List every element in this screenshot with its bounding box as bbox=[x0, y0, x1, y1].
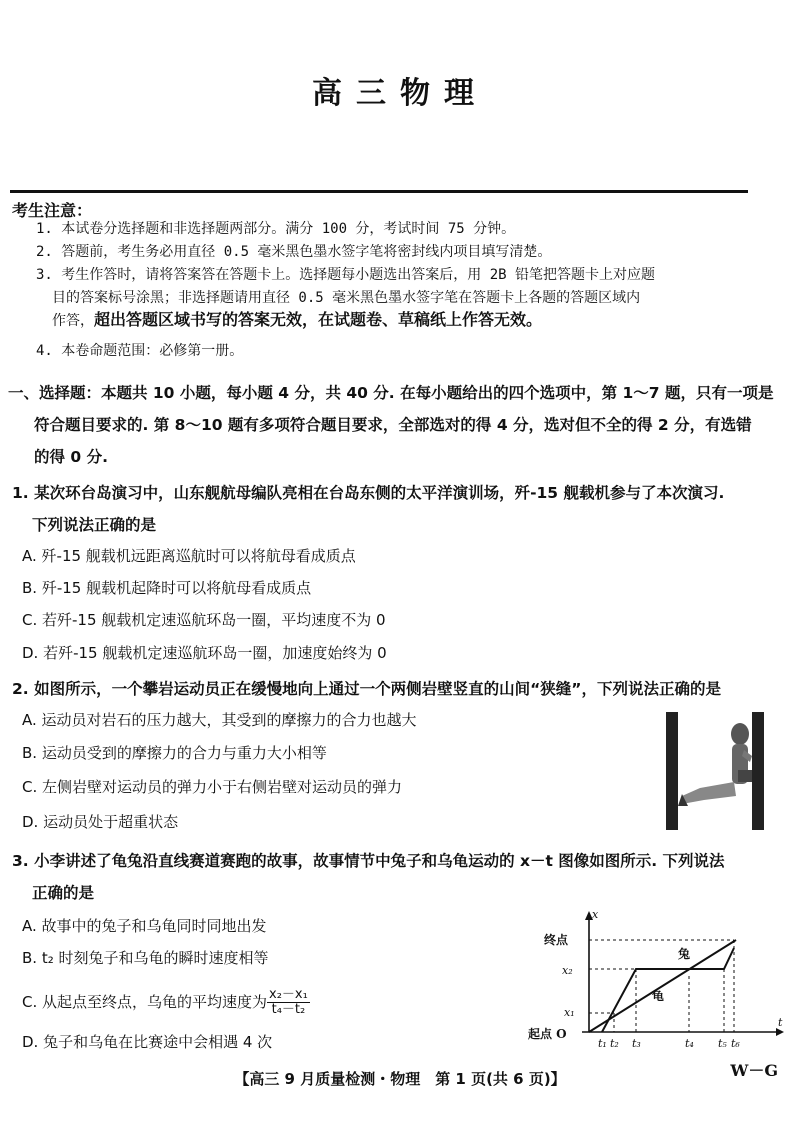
q3-option-c: C. 从起点至终点，乌龟的平均速度为 $\frac{\text{x₂－x₁}}{\text{t₄－t₂}}$ bbox=[22, 987, 308, 1017]
notice-item-2: 2. 答题前，考生务必用直径 0.5 毫米黑色墨水签字笔将密封线内项目填写清楚。 bbox=[36, 244, 552, 260]
notice-item-1: 1. 本试卷分选择题和非选择题两部分。满分 100 分，考试时间 75 分钟。 bbox=[36, 221, 516, 237]
q1-option-a: A. 歼-15 舰载机远距离巡航时可以将航母看成质点 bbox=[22, 547, 356, 565]
right-rock-wall bbox=[752, 712, 764, 830]
notice-item-4: 4. 本卷命题范围：必修第一册。 bbox=[36, 343, 244, 359]
q1-option-c: C. 若歼-15 舰载机定速巡航环岛一圈，平均速度不为 0 bbox=[22, 611, 386, 629]
divider bbox=[10, 190, 748, 193]
t6-label: t₆ bbox=[731, 1037, 740, 1050]
q3-stem-2: 正确的是 bbox=[32, 884, 95, 902]
notice-item-3: 3. 考生作答时，请将答案答在答题卡上。选择题每小题选出答案后，用 2B 铅笔把答题卡上对应题 bbox=[36, 267, 655, 283]
left-rock-wall bbox=[666, 712, 678, 830]
climber-figure bbox=[678, 723, 752, 806]
climber-illustration bbox=[660, 710, 770, 832]
q2-stem: 2. 如图所示，一个攀岩运动员正在缓慢地向上通过一个两侧岩壁竖直的山间“狭缝”，下列说法正确的是 bbox=[12, 680, 721, 698]
t1-label: t₁ bbox=[598, 1037, 607, 1050]
rabbit-line bbox=[602, 948, 734, 1032]
t2-label: t₂ bbox=[610, 1037, 619, 1050]
notice-item-3-cont: 目的答案标号涂黑；非选择题请用直径 0.5 毫米黑色墨水签字笔在答题卡上各题的答题区域内 bbox=[52, 290, 641, 306]
t5-label: t₅ bbox=[718, 1037, 727, 1050]
q2-option-b: B. 运动员受到的摩擦力的合力与重力大小相等 bbox=[22, 744, 327, 762]
notice-heading: 考生注意： bbox=[12, 201, 93, 220]
q3-option-b: B. t₂ 时刻兔子和乌龟的瞬时速度相等 bbox=[22, 949, 269, 967]
q2-option-a: A. 运动员对岩石的压力越大，其受到的摩擦力的合力也越大 bbox=[22, 711, 417, 729]
section-line-3: 的得 0 分. bbox=[34, 448, 108, 466]
t3-label: t₃ bbox=[632, 1037, 641, 1050]
q2-option-d: D. 运动员处于超重状态 bbox=[22, 813, 179, 831]
notice-item-3-end: 作答，超出答题区域书写的答案无效，在试题卷、草稿纸上作答无效。 bbox=[52, 310, 543, 329]
xt-graph bbox=[522, 906, 788, 1052]
section-line-2: 符合题目要求的. 第 8～10 题有多项符合题目要求，全部选对的得 4 分，选对但不全的得 2 分，有选错 bbox=[34, 416, 752, 434]
paper-code: W－G bbox=[730, 1061, 778, 1080]
y-axis-label: x bbox=[592, 908, 599, 921]
q1-stem-2: 下列说法正确的是 bbox=[32, 516, 157, 534]
page-title: 高三物理 bbox=[312, 76, 488, 111]
t4-label: t₄ bbox=[685, 1037, 694, 1050]
x-axis-arrow bbox=[776, 1028, 784, 1036]
rabbit-label: 兔 bbox=[678, 947, 691, 961]
q1-option-b: B. 歼-15 舰载机起降时可以将航母看成质点 bbox=[22, 579, 312, 597]
q3-stem: 3. 小李讲述了龟兔沿直线赛道赛跑的故事，故事情节中兔子和乌龟运动的 x－t 图像如图所示. 下列说法 bbox=[12, 852, 725, 870]
origin-label: 起点 O bbox=[528, 1027, 567, 1041]
q1-stem: 1. 某次环台岛演习中，山东舰航母编队亮相在台岛东侧的太平洋演训场，歼-15 舰载机参与了本次演习. bbox=[12, 484, 725, 502]
q3-option-a: A. 故事中的兔子和乌龟同时同地出发 bbox=[22, 917, 267, 935]
q2-option-c: C. 左侧岩壁对运动员的弹力小于右侧岩壁对运动员的弹力 bbox=[22, 778, 403, 796]
notice-emphasis: 超出答题区域书写的答案无效，在试题卷、草稿纸上作答无效。 bbox=[94, 310, 543, 329]
turtle-label: 龟 bbox=[652, 989, 665, 1003]
q1-option-d: D. 若歼-15 舰载机定速巡航环岛一圈，加速度始终为 0 bbox=[22, 644, 387, 662]
section-line-1: 一、选择题：本题共 10 小题，每小题 4 分，共 40 分. 在每小题给出的四个选项中，第 1～7 题，只有一项是 bbox=[8, 384, 774, 402]
turtle-line bbox=[589, 940, 736, 1032]
end-label: 终点 bbox=[544, 933, 569, 947]
x-axis-label: t bbox=[778, 1016, 783, 1029]
q3-option-d: D. 兔子和乌龟在比赛途中会相遇 4 次 bbox=[22, 1033, 273, 1051]
x2-label: x₂ bbox=[562, 964, 573, 977]
x1-label: x₁ bbox=[564, 1006, 575, 1019]
page-footer: 【高三 9 月质量检测・物理 第 1 页(共 6 页)】 bbox=[234, 1070, 566, 1088]
average-velocity-fraction: $\frac{\text{x₂－x₁}}{\text{t₄－t₂}}$ bbox=[269, 987, 308, 1017]
